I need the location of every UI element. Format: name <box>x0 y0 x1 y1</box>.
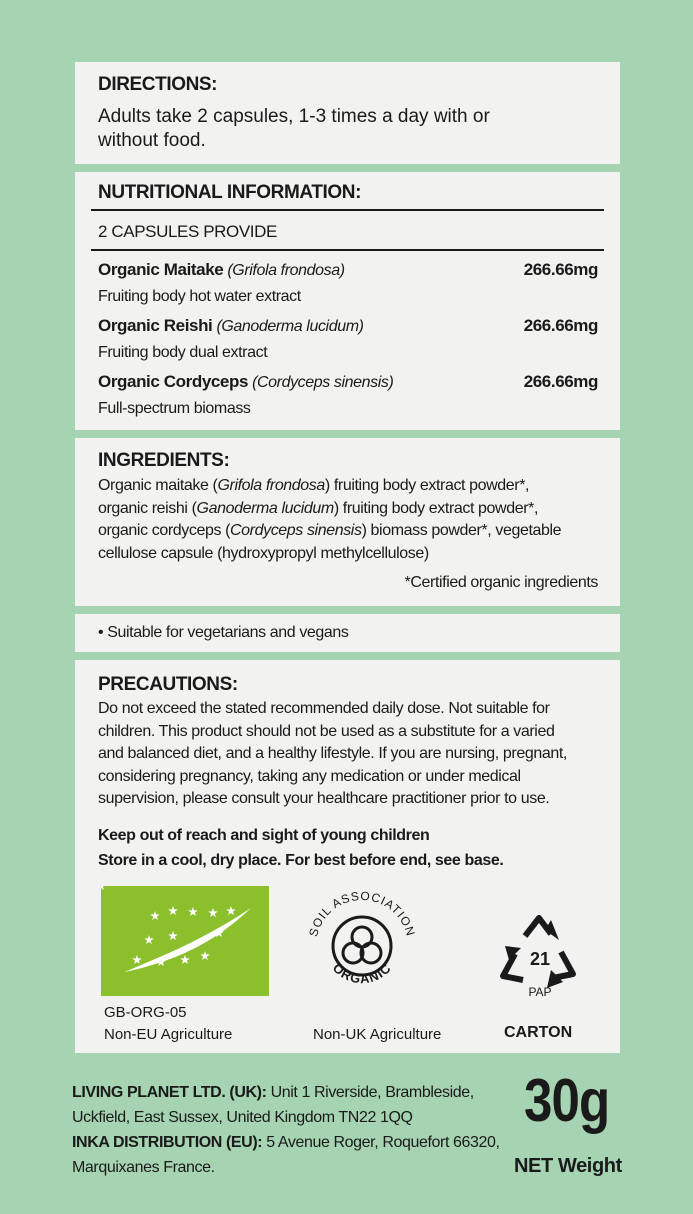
svg-text:SOIL ASSOCIATION: SOIL ASSOCIATION <box>306 888 418 939</box>
nutrient-amount: 266.66mg <box>523 372 598 391</box>
directions-line-2: without food. <box>98 130 206 151</box>
precautions-text: Do not exceed the stated recommended daily dose. Not suitable for children. This product should not be used as a substitute for a varied and balanced diet, and a healthy lifestyle. If you are nursing, pregnant, considering pregnancy, taking any medication or under medical supervision, please consult your healthcare practitioner prior to use. <box>98 700 567 807</box>
eu-company: INKA DISTRIBUTION (EU): <box>72 1134 263 1151</box>
nutrient-row-reishi <box>98 316 364 336</box>
svg-text:21: 21 <box>529 949 551 969</box>
ingredients-heading: INGREDIENTS: <box>98 450 230 471</box>
precautions-panel <box>75 660 620 1053</box>
nutrient-amount: 266.66mg <box>523 260 598 279</box>
directions-panel <box>75 62 620 164</box>
nutrition-top-rule <box>91 209 604 211</box>
nutrition-panel <box>75 172 620 430</box>
nutrient-name: Organic Maitake <box>98 260 224 279</box>
eu-caption: Non-EU Agriculture <box>104 1026 233 1043</box>
company-address: LIVING PLANET LTD. (UK): Unit 1 Riverside, Brambleside, Uckfield, East Sussex, United Kingdom TN22 1QQ INKA DISTRIBUTION (EU): 5 Avenue Roger, Roquefort 66320, Marquixanes France. <box>72 1084 500 1176</box>
nutrient-detail: Fruiting body dual extract <box>98 344 268 361</box>
nutrient-amount: 266.66mg <box>523 316 598 335</box>
net-weight-label: NET Weight <box>514 1155 622 1177</box>
nutrient-name: Organic Cordyceps <box>98 372 249 391</box>
storage-text <box>98 823 503 873</box>
nutrient-latin: (Cordyceps sinensis) <box>252 374 394 391</box>
eu-organic-leaf-logo <box>101 886 269 996</box>
ingredients-panel <box>75 438 620 606</box>
suitability-panel <box>75 614 620 652</box>
directions-line-1: Adults take 2 capsules, 1-3 times a day with or <box>98 106 490 127</box>
nutrient-row-maitake <box>98 260 345 280</box>
directions-heading: DIRECTIONS: <box>98 74 218 95</box>
precautions-heading: PRECAUTIONS: <box>98 674 238 695</box>
nutrition-subheading: 2 CAPSULES PROVIDE <box>98 222 277 241</box>
nutrient-latin: (Grifola frondosa) <box>227 262 345 279</box>
nutrient-latin: (Ganoderma lucidum) <box>216 318 364 335</box>
recycle-caption: CARTON <box>504 1024 573 1041</box>
keep-out-reach: Keep out of reach and sight of young children <box>98 827 430 844</box>
svg-text:ORGANIC: ORGANIC <box>329 960 395 987</box>
eu-code: GB-ORG-05 <box>104 1004 187 1021</box>
organic-note: *Certified organic ingredients <box>404 574 598 591</box>
nutrient-detail: Full-spectrum biomass <box>98 400 251 417</box>
nutrient-detail: Fruiting body hot water extract <box>98 288 301 305</box>
nutrition-heading: NUTRITIONAL INFORMATION: <box>98 182 362 203</box>
svg-text:PAP: PAP <box>528 985 552 999</box>
soil-association-logo <box>302 884 422 1008</box>
recycling-symbol-icon <box>495 912 585 1000</box>
nutrition-sub-rule <box>91 249 604 251</box>
soil-caption: Non-UK Agriculture <box>313 1026 442 1043</box>
net-weight-value: 30g <box>524 1067 610 1134</box>
suitability-text: • Suitable for vegetarians and vegans <box>98 624 349 641</box>
nutrient-name: Organic Reishi <box>98 316 213 335</box>
nutrient-row-cordyceps <box>98 372 393 392</box>
uk-company: LIVING PLANET LTD. (UK): <box>72 1084 267 1101</box>
ingredients-text: Organic maitake (Grifola frondosa) fruiting body extract powder*, organic reishi (Ganoderma lucidum) fruiting body extract powder*, organic cordyceps (Cordyceps sinensis) biomass powder*, vegetable cellulose capsule (hydroxypropyl methylcellulose) <box>98 477 562 562</box>
store-cool: Store in a cool, dry place. For best before end, see base. <box>98 852 504 869</box>
